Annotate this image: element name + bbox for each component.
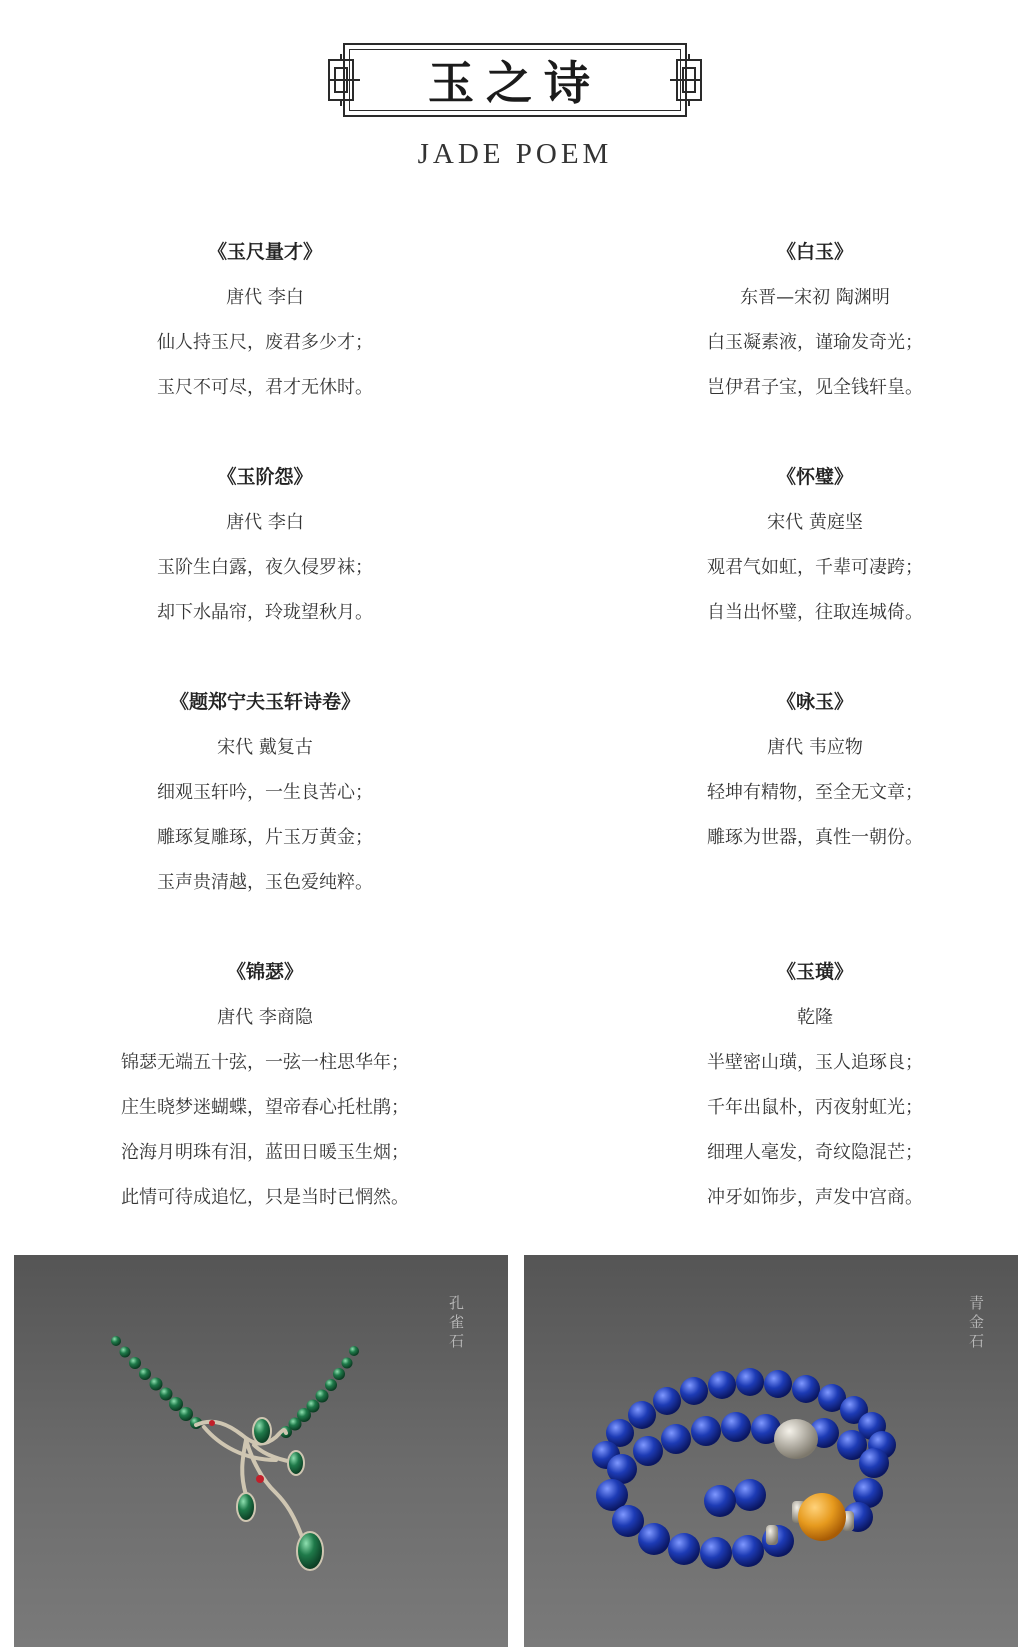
poem-line: 半壁密山璜，玉人追琢良； (707, 1052, 923, 1073)
page-title: 玉之诗 (428, 56, 602, 110)
poem-line: 冲牙如饰步，声发中宫商。 (707, 1187, 923, 1208)
poem-baiyu (580, 230, 1030, 410)
poem-title: 《白玉》 (776, 241, 853, 263)
poem-line: 轻坤有精物，至全无文章； (707, 782, 923, 803)
page-header (0, 0, 1030, 190)
poem-yuchi-liangcai (30, 230, 500, 410)
poem-line: 观君气如虹，千辈可凄跨； (707, 557, 923, 578)
poem-line: 千年出鼠朴，丙夜射虹光； (707, 1097, 923, 1118)
poem-line: 庄生晓梦迷蝴蝶，望帝春心托杜鹃； (121, 1097, 409, 1118)
amber-bead (798, 1493, 846, 1541)
poem-line: 雕琢为世器，真性一朝份。 (707, 827, 923, 848)
poem-line: 此情可待成追忆，只是当时已惘然。 (121, 1187, 409, 1208)
panel-label: 青金石 (967, 1295, 985, 1352)
poem-line: 锦瑟无端五十弦，一弦一柱思华年； (121, 1052, 409, 1073)
poem-yujie-yuan (30, 455, 500, 635)
poem-jinse (30, 950, 500, 1220)
poem-yuhuang (580, 950, 1030, 1220)
poem-line: 仙人持玉尺，废君多少才； (157, 332, 373, 353)
poem-line: 玉阶生白露，夜久侵罗袜； (157, 557, 373, 578)
poem-author: 乾隆 (797, 1007, 833, 1028)
poem-title: 《玉璜》 (776, 961, 853, 983)
poem-line: 细理人毫发，奇纹隐混芒； (707, 1142, 923, 1163)
poem-author: 宋代 黄庭坚 (767, 512, 863, 533)
malachite-necklace-image (14, 1255, 508, 1647)
poem-title: 《咏玉》 (776, 691, 853, 713)
lapis-photo-panel (524, 1255, 1018, 1647)
poem-author: 唐代 李白 (226, 287, 304, 308)
poem-title: 《题郑宁夫玉轩诗卷》 (169, 691, 360, 713)
poem-line: 自当出怀璧，往取连城倚。 (707, 602, 923, 623)
poem-line: 雕琢复雕琢，片玉万黄金； (157, 827, 373, 848)
poem-title: 《玉阶怨》 (217, 466, 313, 488)
panel-label: 孔雀石 (447, 1295, 465, 1352)
poem-author: 宋代 戴复古 (217, 737, 313, 758)
poem-line: 却下水晶帘，玲珑望秋月。 (157, 602, 373, 623)
poem-author: 唐代 韦应物 (767, 737, 863, 758)
poem-author: 唐代 李商隐 (217, 1007, 313, 1028)
poem-huaibi (580, 455, 1030, 635)
poem-title: 《怀璧》 (776, 466, 853, 488)
page-subtitle: JADE POEM (417, 138, 613, 170)
poem-author: 唐代 李白 (226, 512, 304, 533)
poem-title: 《锦瑟》 (226, 961, 303, 983)
poem-yongyu (580, 680, 1030, 860)
poem-line: 岂伊君子宝，见全钱轩皇。 (707, 377, 923, 398)
malachite-photo-panel (14, 1255, 508, 1647)
bead-chain (111, 1336, 359, 1438)
poem-line: 沧海月明珠有泪，蓝田日暖玉生烟； (121, 1142, 409, 1163)
poem-title: 《玉尺量才》 (207, 241, 322, 263)
poem-line: 白玉凝素液，谨瑜发奇光； (707, 332, 923, 353)
poem-author: 东晋—宋初 陶渊明 (740, 287, 890, 308)
poem-line: 玉尺不可尽，君才无休时。 (157, 377, 373, 398)
poem-line: 细观玉轩吟，一生良苦心； (157, 782, 373, 803)
lapis-bracelet-image (524, 1255, 1018, 1647)
poem-zheng-ningfu-yuxuan (30, 680, 500, 905)
poem-line: 玉声贵清越，玉色爱纯粹。 (157, 872, 373, 893)
